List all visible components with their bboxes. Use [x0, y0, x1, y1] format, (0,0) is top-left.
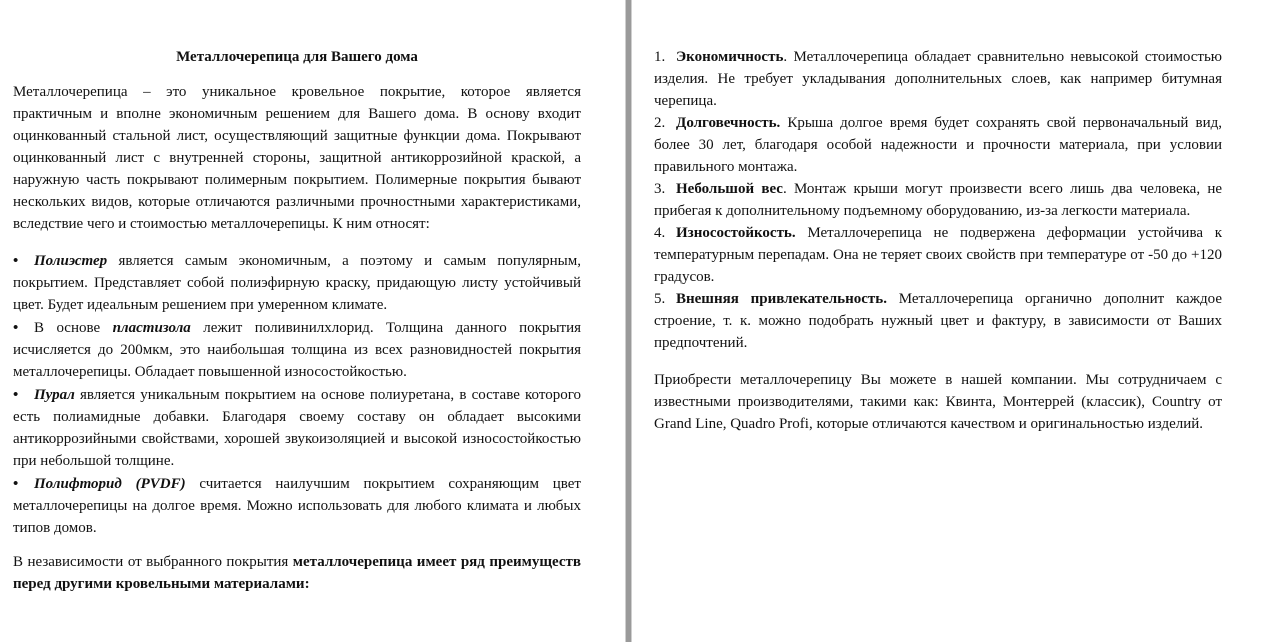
coating-term: Полифторид (PVDF) [34, 476, 186, 492]
page-separator [625, 0, 632, 642]
advantage-text: . Металлочерепица обладает сравнительно невысокой стоимостью изделия. Не требует укладывания дополнительных слоев, как например битумная черепица. [654, 49, 1222, 109]
coating-item-pvdf [13, 473, 581, 539]
coating-text: считается наилучшим покрытием сохраняющим цвет металлочерепицы на долгое время. Можно использовать для любого климата и любых типов домов. [13, 476, 581, 536]
coating-text: лежит поливинилхлорид. Толщина данного покрытия исчисляется до 200мкм, это наибольшая толщина из всех разновидностей покрытия металлочерепицы. Обладает повышенной износостойкостью. [13, 320, 582, 380]
list-number: 3. [654, 181, 666, 197]
advantage-term: Износостойкость. [676, 225, 796, 241]
intro-paragraph: Металлочерепица – это уникальное кровельное покрытие, которое является практичным и вполне экономичным решением для Вашего дома. В основу входит оцинкованный стальной лист, осуществляющий защитные функции дома. Покрывают оцинкованный лист с внутренней стороны, защитной антикоррозийной краской, а наружную часть покрывают полимерным покрытием. Полимерные покрытия бывают нескольких видов, которые отличаются различными прочностными характеристиками, вследствие чего и стоимостью металлочерепицы. К ним относят: [13, 84, 581, 232]
conclusion-start: В независимости от выбранного покрытия [13, 554, 293, 570]
list-number: 4. [654, 225, 666, 241]
advantage-term: Долговечность. [676, 115, 781, 131]
conclusion-paragraph [13, 551, 581, 595]
list-number: 2. [654, 115, 666, 131]
advantage-item-appearance [654, 288, 1222, 354]
advantage-text: Металлочерепица органично дополнит каждое строение, т. к. можно подобрать нужный цвет и фактуру, в зависимости от Ваших предпочтений. [654, 291, 1222, 351]
right-text-column [654, 46, 1222, 435]
list-number: 1. [654, 49, 666, 65]
coating-term: Полиэстер [34, 253, 108, 269]
coating-term: пластизола [112, 320, 191, 336]
advantage-term: Внешняя привлекательность. [676, 291, 887, 307]
document-page-right [632, 0, 1262, 642]
bullet-icon: • [13, 476, 19, 492]
advantage-text: . Монтаж крыши могут произвести всего лишь два человека, не прибегая к дополнительному подъемному оборудованию, из-за легкости материала. [654, 181, 1223, 219]
bullet-icon: • [13, 253, 19, 269]
advantage-term: Экономичность [676, 49, 784, 65]
coating-pre: В основе [34, 320, 113, 336]
document-title: Металлочерепица для Вашего дома [176, 49, 418, 65]
bullet-icon: • [13, 387, 19, 403]
document-page-left [0, 0, 625, 642]
conclusion-bold: металлочерепица имеет ряд преимуществ перед другими кровельными материалами: [13, 554, 581, 592]
advantage-text: Металлочерепица не подвержена деформации устойчива к температурным перепадам. Она не теряет своих свойств при температуре от -50 до +120 градусов. [654, 225, 1222, 285]
list-number: 5. [654, 291, 666, 307]
advantages-list [654, 46, 1222, 354]
coating-item-polyester [13, 250, 581, 316]
coating-item-pural [13, 384, 581, 472]
coating-text: является уникальным покрытием на основе полиуретана, в составе которого есть полиамидные добавки. Благодаря своему составу он обладает высокими антикоррозийными свойствами, хорошей звукоизоляцией и высокой износостойкостью при небольшой толщине. [13, 387, 581, 469]
bullet-icon: • [13, 320, 19, 336]
advantage-item-economy [654, 46, 1222, 112]
advantage-item-light-weight [654, 178, 1222, 222]
advantage-text: Крыша долгое время будет сохранять свой первоначальный вид, более 30 лет, благодаря особой надежности и прочности материала, при условии правильного монтажа. [654, 115, 1222, 175]
advantage-item-wear-resistance [654, 222, 1222, 288]
closing-paragraph: Приобрести металлочерепицу Вы можете в нашей компании. Мы сотрудничаем с известными производителями, такими как: Квинта, Монтеррей (классик), Country от Grand Line, Quadro Profi, которые отличаются качеством и оригинальностью изделий. [654, 372, 1222, 432]
coating-term: Пурал [34, 387, 75, 403]
coating-types-list [13, 250, 581, 539]
advantage-item-durability [654, 112, 1222, 178]
coating-item-plastisol [13, 317, 581, 383]
coating-text: является самым экономичным, а поэтому и самым популярным, покрытием. Представляет собой полиэфирную краску, придающую листу устойчивый цвет. Будет идеальным решением при умеренном климате. [13, 253, 581, 313]
advantage-term: Небольшой вес [676, 181, 783, 197]
left-text-column [13, 46, 581, 595]
